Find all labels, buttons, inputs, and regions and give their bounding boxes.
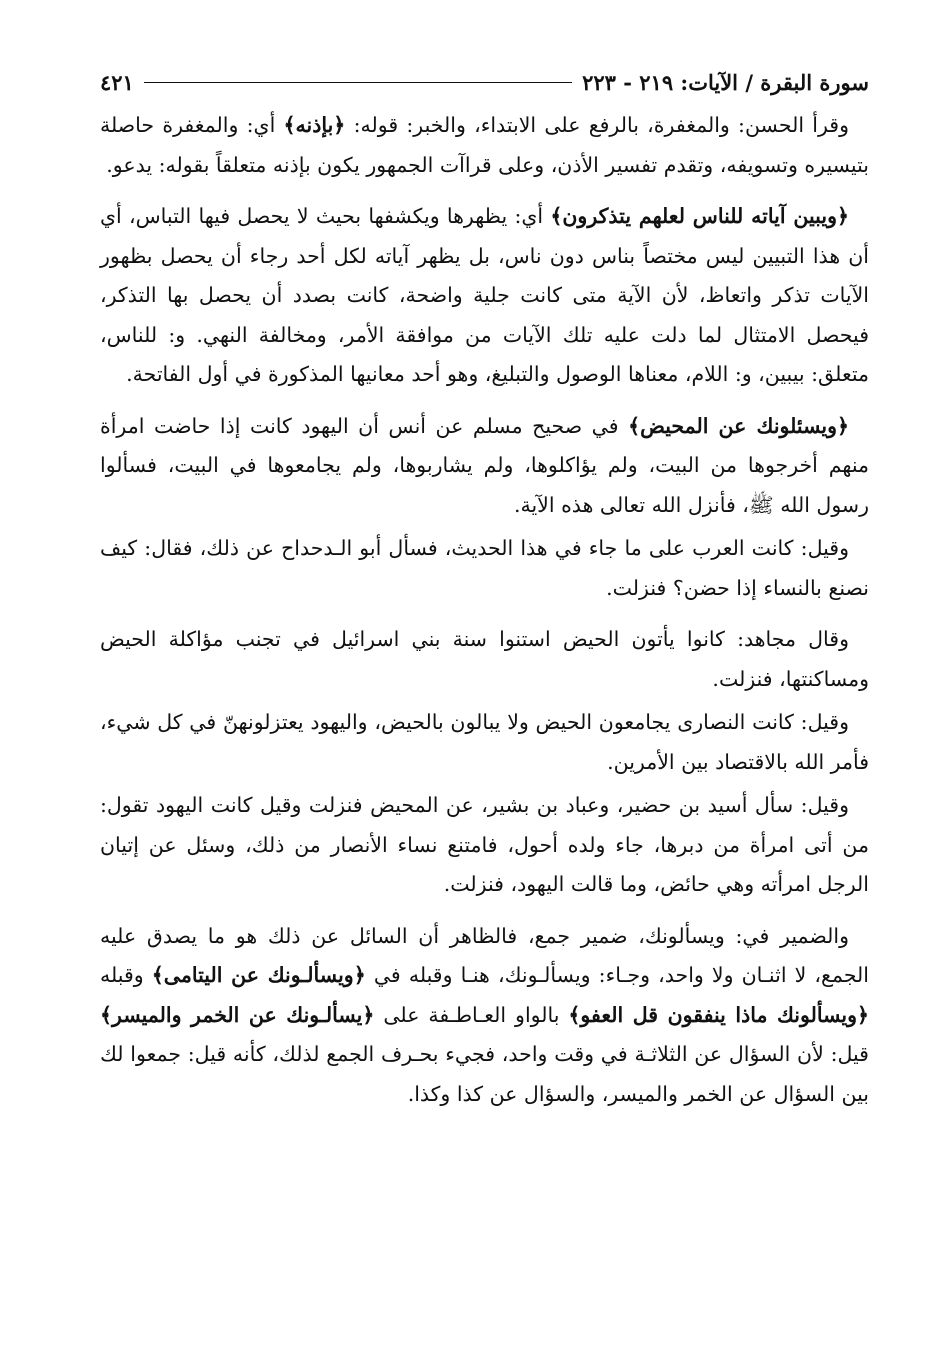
text-run: وقيل: سأل أسيد بن حضير، وعباد بن بشير، عن المحيض فنزلت وقيل كانت اليهود تقول: من أتى امرأة من دبرها، جاء ولده أحول، فامتنع نساء الأنصار من ذلك، وسئل عن إتيان الرجل امرأته وهي حائض، وما قالت اليهود، فنزلت. [100, 793, 869, 896]
quran-quote: ﴿يسألـونك عن الخمر والميسر﴾ [100, 1002, 375, 1027]
text-run: قيل: لأن السؤال عن الثلاثـة في وقت واحد، فجيء بحـرف الجمع لذلك، كأنه قيل: جمعوا لك بين السؤال عن الخمر والميسر، والسؤال عن كذا وكذا. [100, 1042, 869, 1106]
text-run: أي: والمغفرة حاصلة بتيسيره وتسويفه، وتقدم تفسير الأذن، وعلى قراآت الجمهور يكون بإذنه متعلقاً بقوله: يدعو. [100, 113, 869, 177]
quran-quote: ﴿ويسألـونك عن اليتامى﴾ [151, 963, 366, 987]
text-run: والضمير في: ويسألونك، ضمير جمع، فالظاهر أن السائل عن ذلك هو ما يصدق عليه الجمع، لا اثنـان ولا واحد، وجـاء: ويسألـونك، هنـا وقبله في [100, 923, 869, 987]
text-run: بالواو العـاطـفة على [374, 1002, 569, 1027]
paragraph [100, 620, 869, 699]
text-run: في صحيح مسلم عن أنس أن اليهود كانت إذا حاضت امرأة منهم أخرجوها من البيت، ولم يؤاكلوها، ولم يشاربوها، ولم يجامعوها في البيت، فسألوا رسول الله ﷺ، فأنزل الله تعالى هذه الآية. [100, 413, 869, 517]
text-run: وقال مجاهد: كانوا يأتون الحيض استنوا سنة بني اسرائيل في تجنب مؤاكلة الحيض ومساكنتها، فنزلت. [100, 627, 869, 691]
text-run: وقبله [100, 963, 152, 987]
text-run: وقيل: كانت النصارى يجامعون الحيض ولا يبالون بالحيض، واليهود يعتزلونهنّ في كل شيء، فأمر الله بالاقتصاد بين الأمرين. [100, 710, 869, 774]
paragraph [100, 786, 869, 905]
paragraph [100, 106, 869, 185]
text-run: وقرأ الحسن: والمغفرة، بالرفع على الابتداء، والخبر: قوله: [345, 113, 849, 137]
paragraph [100, 197, 869, 395]
page-number: ٤٢١ [100, 69, 134, 95]
quran-quote: ﴿ويبين آياته للناس لعلهم يتذكرون﴾ [550, 204, 849, 228]
paragraph [100, 529, 869, 608]
paragraph [100, 917, 869, 1115]
running-header [100, 62, 869, 102]
text-run: أي: يظهرها ويكشفها بحيث لا يحصل فيها التباس، أي أن هذا التبيين ليس مختصاً بناس دون ناس، بل يظهر آياته لكل أحد رجاء أن يحصل بظهور الآيات تذكر واتعاظ، لأن الآية متى كانت جلية واضحة، كانت بصدد أن يحصل بها التذكر، فيحصل الامتثال لما دلت عليه تلك الآيات من موافقة الأمر، ومخالفة النهي. و: للناس، متعلق: بيبين، و: اللام، معناها الوصول والتبليغ، وهو أحد معانيها المذكورة في أول الفاتحة. [100, 204, 869, 386]
quran-quote: ﴿ويسألونك ماذا ينفقون قل العفو﴾ [568, 1002, 869, 1027]
paragraph [100, 407, 869, 526]
running-title: سورة البقرة / الآيات: ٢١٩ - ٢٢٣ [582, 69, 869, 95]
quran-quote: ﴿بإذنه﴾ [283, 113, 346, 137]
header-rule [144, 82, 572, 83]
quran-quote: ﴿ويسئلونك عن المحيض﴾ [628, 413, 849, 438]
paragraph [100, 703, 869, 782]
text-run: وقيل: كانت العرب على ما جاء في هذا الحديث، فسأل أبو الـدحداح عن ذلك، فقال: كيف نصنع بالنساء إذا حضن؟ فنزلت. [100, 536, 869, 600]
